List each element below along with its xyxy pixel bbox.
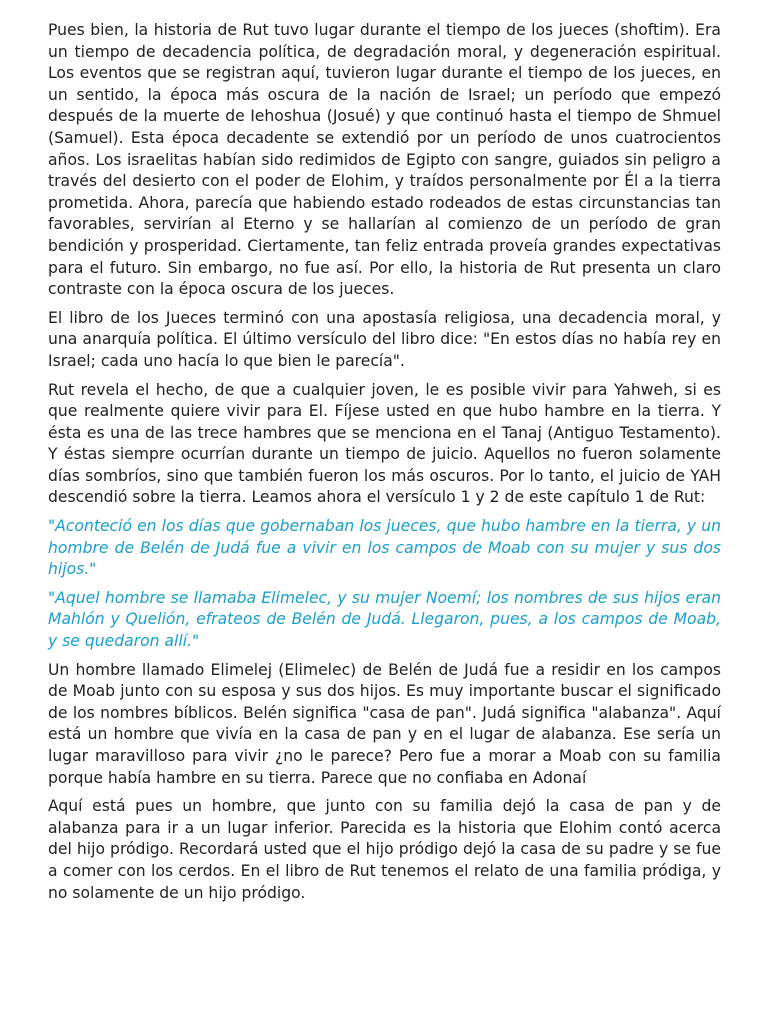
- paragraph-prodigal: Aquí está pues un hombre, que junto con su familia dejó la casa de pan y de alabanza para ir a un lugar inferior. Parecida es la historia que Elohim contó acerca del hijo pródigo. Recordará usted que el hijo pródigo dejó la casa de su padre y se fue a comer con los cerdos. En el libro de Rut tenemos el relato de una familia pródiga, y no solamente de un hijo pródigo.: [48, 797, 721, 902]
- scripture-quote-verse-2: "Aquel hombre se llamaba Elimelec, y su mujer Noemí; los nombres de sus hijos eran Mahlón y Quelión, efrateos de Belén de Judá. Llegaron, pues, a los campos de Moab, y se quedaron allí.": [48, 588, 721, 651]
- paragraph-elimelech: Un hombre llamado Elimelej (Elimelec) de Belén de Judá fue a residir en los campos de Moab junto con su esposa y sus dos hijos. Es muy importante buscar el significado de los nombres bíblicos. Belén significa "casa de pan". Judá significa "alabanza". Aquí está un hombre que vivía en la casa de pan y en el lugar de alabanza. Ese sería un lugar maravilloso para vivir ¿no le parece? Pero fue a morar a Moab con su familia porque había hambre en su tierra. Parece que no confiaba en Adonaí: [48, 660, 721, 787]
- paragraph-intro: Pues bien, la historia de Rut tuvo lugar durante el tiempo de los jueces (shoftim). Era un tiempo de decadencia política, de degradación moral, y degeneración espiritual. Los eventos que se registran aquí, tuvieron lugar durante el tiempo de los jueces, en un sentido, la época más oscura de la nación de Israel; un período que empezó después de la muerte de Iehoshua (Josué) y que continuó hasta el tiempo de Shmuel (Samuel). Esta época decadente se extendió por un período de unos cuatrocientos años. Los israelitas habían sido redimidos de Egipto con sangre, guiados sin peligro a través del desierto con el poder de Elohim, y traídos personalmente por Él a la tierra prometida. Ahora, parecía que habiendo estado rodeados de estas circunstancias tan favorables, servirían al Eterno y se hallarían al comienzo de un período de gran bendición y prosperidad. Ciertamente, tan feliz entrada proveía grandes expectativas para el futuro. Sin embargo, no fue así. Por ello, la historia de Rut presenta un claro contraste con la época oscura de los jueces.: [48, 21, 721, 299]
- scripture-quote-verse-1: "Aconteció en los días que gobernaban los jueces, que hubo hambre en la tierra, y un hombre de Belén de Judá fue a vivir en los campos de Moab con su mujer y sus dos hijos.": [48, 517, 721, 579]
- paragraph-famine: Rut revela el hecho, de que a cualquier joven, le es posible vivir para Yahweh, si es que realmente quiere vivir para El. Fíjese usted en que hubo hambre en la tierra. Y ésta es una de las trece hambres que se menciona en el Tanaj (Antiguo Testamento). Y éstas siempre ocurrían durante un tiempo de juicio. Aquellos no fueron solamente días sombríos, sino que también fueron los más oscuros. Por lo tanto, el juicio de YAH descendió sobre la tierra. Leamos ahora el versículo 1 y 2 de este capítulo 1 de Rut:: [48, 380, 721, 507]
- paragraph-judges: El libro de los Jueces terminó con una apostasía religiosa, una decadencia moral, y una anarquía política. El último versículo del libro dice: "En estos días no había rey en Israel; cada uno hacía lo que bien le parecía".: [48, 308, 721, 370]
- document-page: [48, 20, 721, 911]
